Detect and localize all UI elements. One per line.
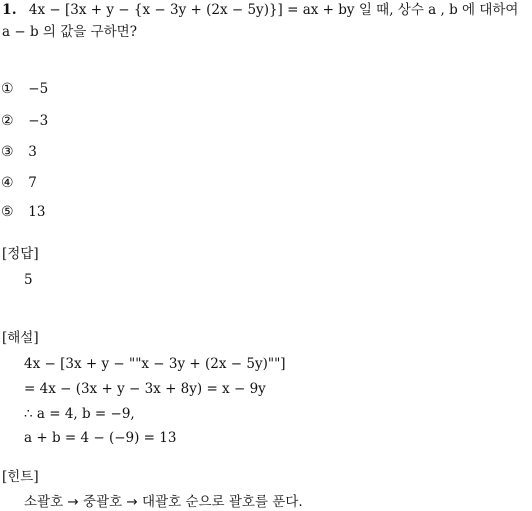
question-line-1	[2, 1, 518, 19]
answer-label: [정답]	[2, 246, 39, 262]
choice-value: 7	[28, 175, 37, 191]
explanation-line-3: ∴ a = 4, b = −9,	[24, 406, 135, 422]
answer-value: 5	[24, 272, 33, 288]
explanation-line-4: a + b = 4 − (−9) = 13	[24, 430, 177, 446]
hint-label: [힌트]	[2, 469, 39, 485]
choice-mark: ⑤	[1, 204, 14, 220]
choice-value: −5	[28, 81, 49, 97]
choice-value: 3	[28, 144, 37, 160]
choice-3[interactable]	[1, 143, 37, 161]
explanation-label: [해설]	[2, 330, 39, 346]
choice-value: 13	[28, 204, 46, 220]
explanation-line-2: = 4x − (3x + y − 3x + 8y) = x − 9y	[24, 381, 266, 397]
question-line-2	[2, 23, 137, 41]
choice-mark: ④	[1, 175, 14, 191]
question-text-2: a − b 의 값을 구하면?	[2, 24, 137, 40]
explanation-line-1: 4x − [3x + y − ""x − 3y + (2x − 5y)""]	[24, 356, 286, 372]
choice-4[interactable]	[1, 174, 37, 192]
hint-text: 소괄호 → 중괄호 → 대괄호 순으로 괄호를 푼다.	[24, 494, 303, 510]
choice-5[interactable]	[1, 203, 45, 221]
choice-mark: ①	[1, 81, 14, 97]
question-number: 1.	[2, 2, 17, 18]
choice-2[interactable]	[1, 112, 48, 130]
choice-1[interactable]	[1, 80, 48, 98]
question-text-1: 4x − [3x + y − {x − 3y + (2x − 5y)}] = ax + by 일 때, 상수 a , b 에 대하여	[28, 2, 519, 18]
choice-mark: ③	[1, 144, 14, 160]
choice-value: −3	[28, 113, 49, 129]
choice-mark: ②	[1, 113, 14, 129]
